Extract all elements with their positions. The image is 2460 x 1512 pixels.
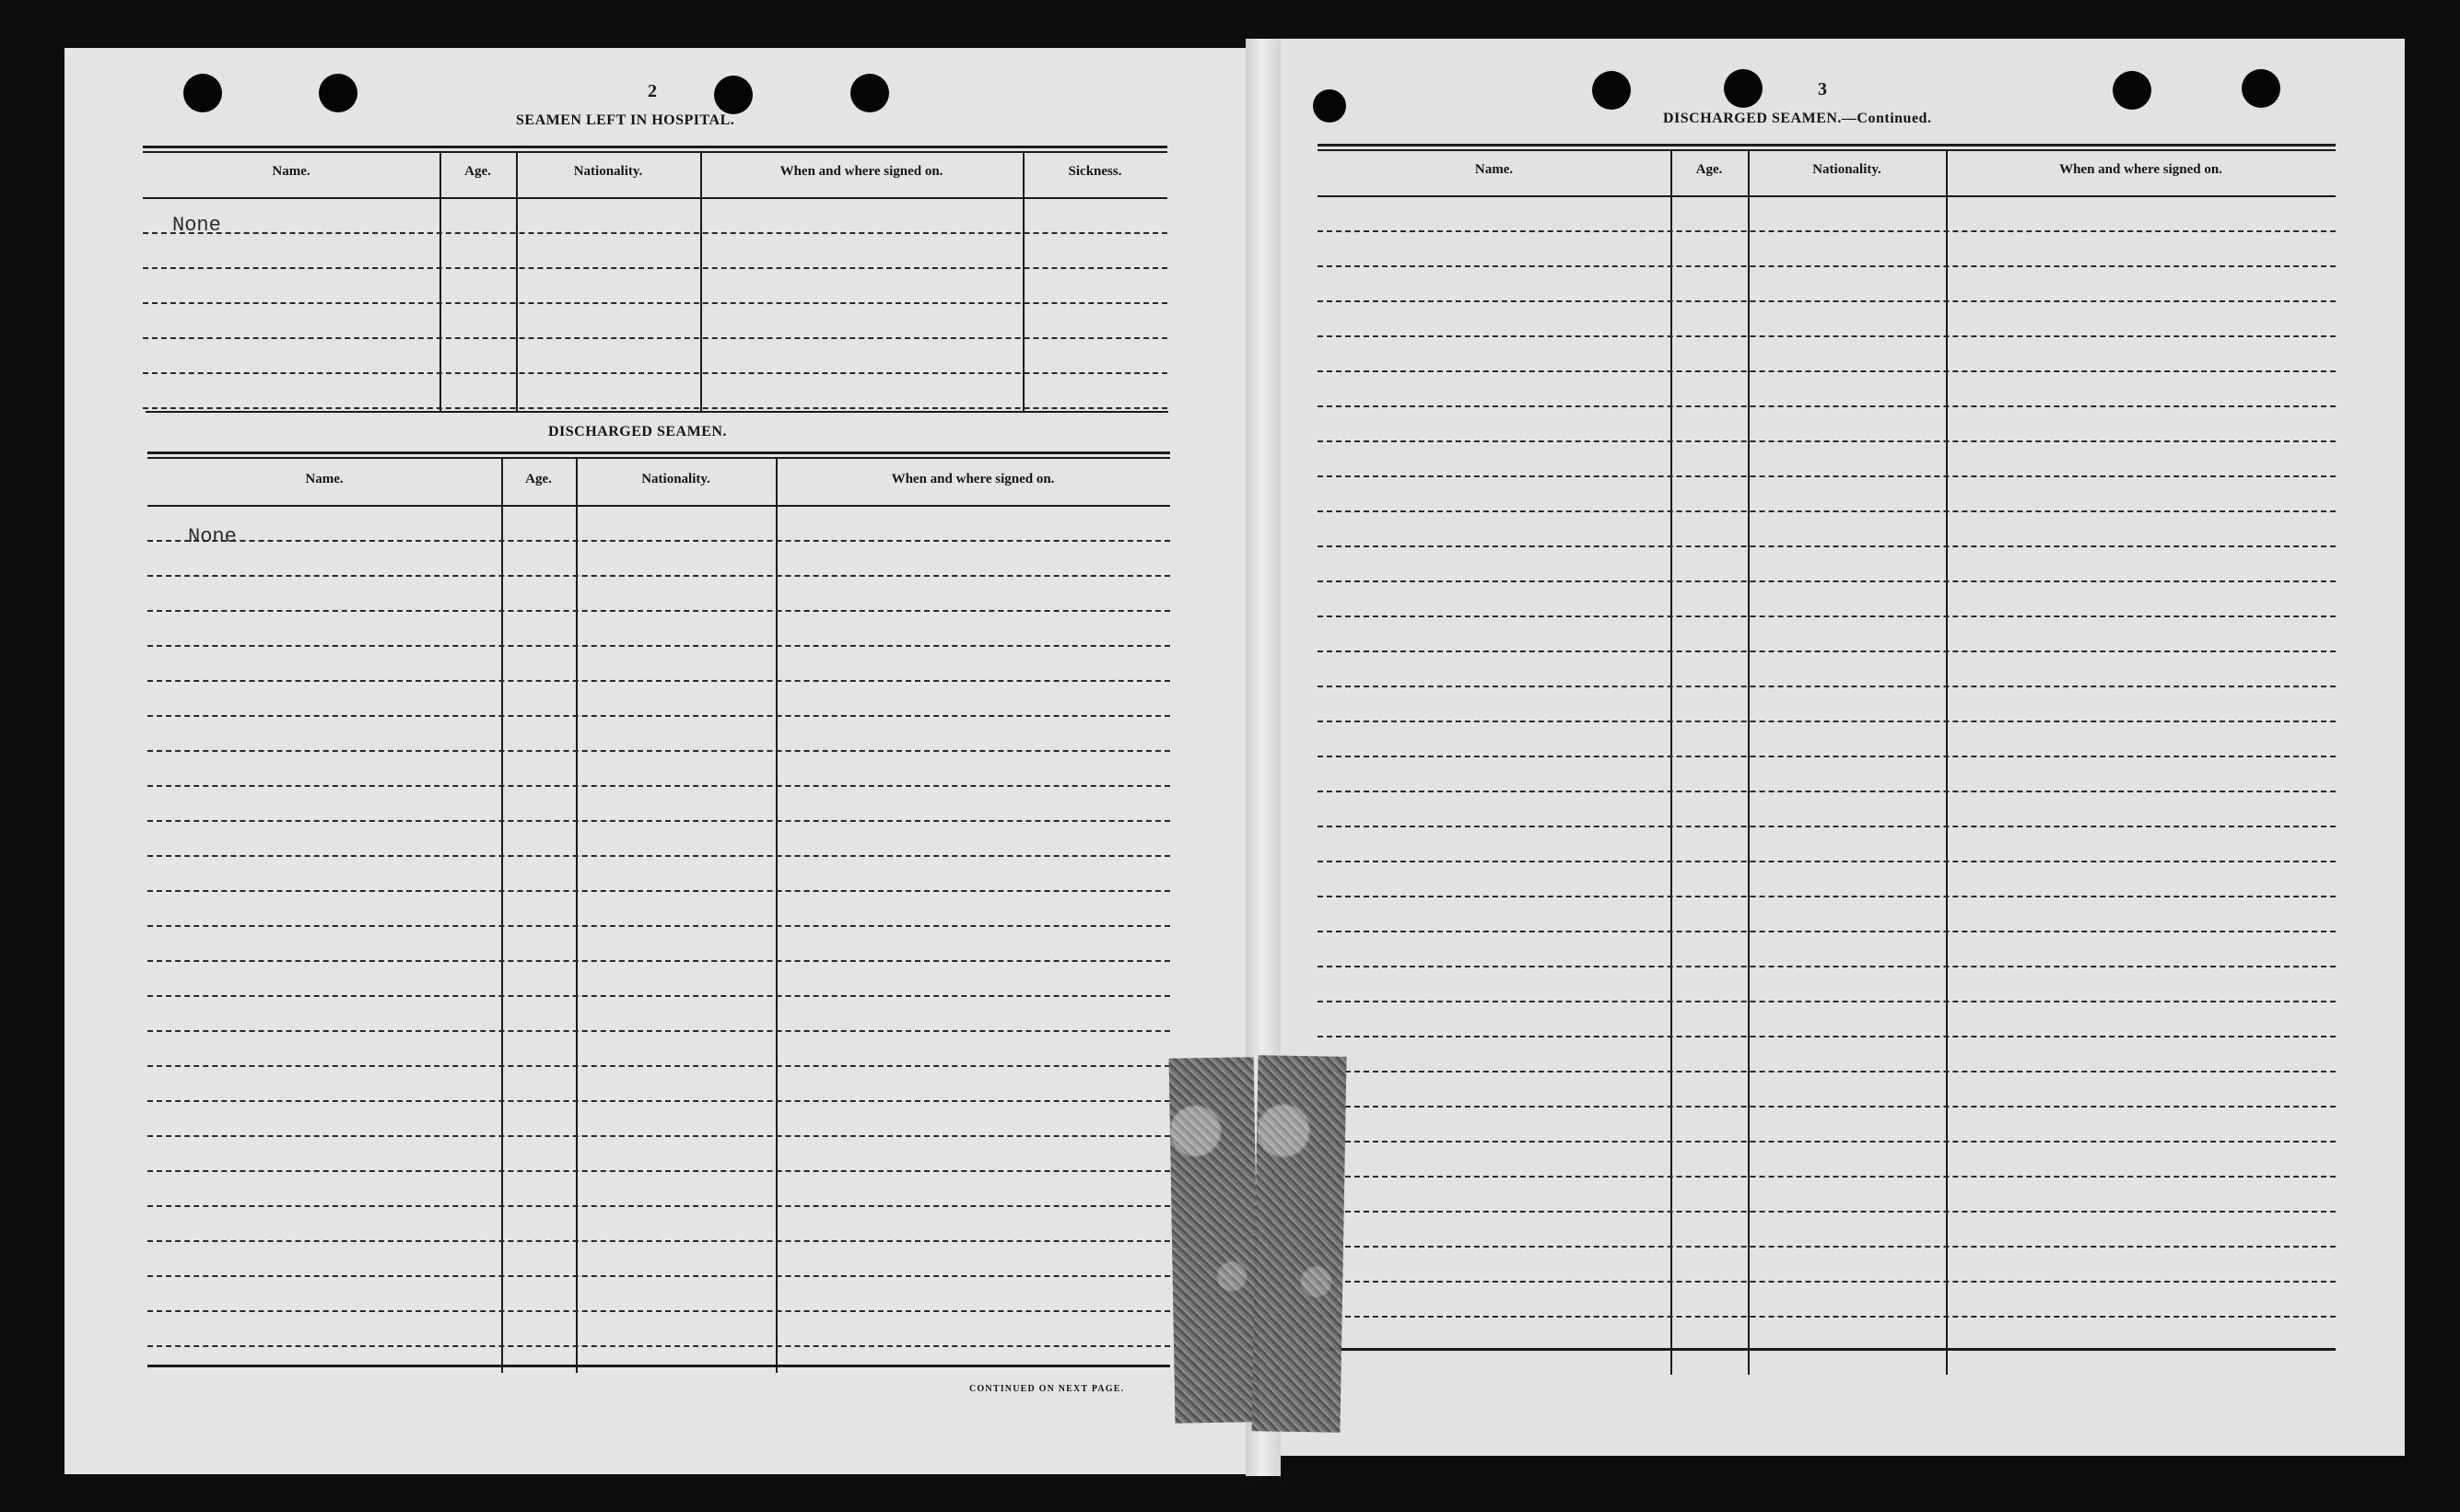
continued-footer: CONTINUED ON NEXT PAGE.: [969, 1384, 1125, 1394]
discharged-continued-table: [1318, 144, 2336, 1378]
column-header-nationality: Nationality.: [641, 472, 710, 486]
column-header-nationality: Nationality.: [573, 164, 643, 179]
column-header-name: Name.: [1474, 162, 1514, 177]
discharged-table: [147, 451, 1170, 1373]
column-header-age: Age.: [1695, 162, 1723, 177]
punch-hole: [1313, 89, 1346, 123]
column-header-signed-on: When and where signed on.: [779, 164, 943, 179]
discharged-entry-name: None: [188, 525, 237, 548]
page-number-right: 3: [1818, 79, 1827, 100]
punch-hole: [1592, 71, 1631, 110]
page-number-left: 2: [648, 81, 657, 101]
column-header-age: Age.: [464, 164, 491, 179]
column-header-sickness: Sickness.: [1068, 164, 1122, 179]
column-header-name: Name.: [305, 472, 344, 486]
column-header-name: Name.: [272, 164, 310, 179]
column-header-nationality: Nationality.: [1812, 162, 1881, 177]
punch-hole: [319, 74, 357, 112]
discharged-section-title: DISCHARGED SEAMEN.: [548, 424, 727, 440]
punch-hole: [714, 76, 753, 114]
hospital-section-title: SEAMEN LEFT IN HOSPITAL.: [516, 112, 735, 128]
punch-hole: [2113, 71, 2151, 110]
column-header-signed-on: When and where signed on.: [2059, 162, 2222, 177]
punch-hole: [1724, 69, 1763, 108]
punch-hole: [183, 74, 222, 112]
adhesive-tape: [1169, 1057, 1260, 1424]
hospital-entry-name: None: [172, 214, 221, 237]
punch-hole: [2242, 69, 2280, 108]
hospital-table: [143, 146, 1167, 413]
punch-hole: [850, 74, 889, 112]
column-header-age: Age.: [525, 472, 552, 486]
adhesive-tape: [1251, 1055, 1346, 1433]
column-header-signed-on: When and where signed on.: [891, 472, 1055, 486]
discharged-continued-title: DISCHARGED SEAMEN.—Continued.: [1663, 111, 1932, 126]
